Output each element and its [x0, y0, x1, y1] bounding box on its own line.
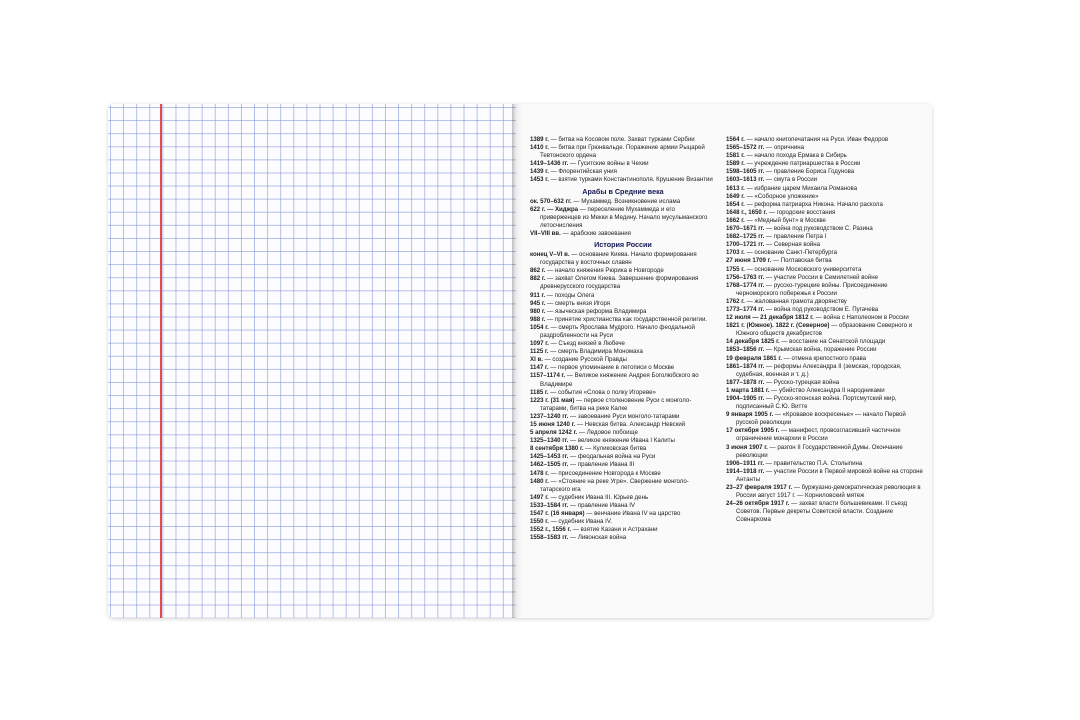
entry-text: — восстание на Сенатской площади [779, 338, 886, 346]
timeline-entry [726, 306, 926, 314]
entry-date: 1670–1671 гг. [726, 225, 765, 233]
timeline-entry [530, 453, 716, 461]
entry-date: 1756–1763 гг. [726, 273, 765, 281]
timeline-entry [726, 201, 926, 209]
entry-date: 9 января 1905 г. [726, 411, 774, 419]
timeline-entry [726, 249, 926, 257]
entry-date: 1547 г. (16 января) [530, 510, 585, 518]
timeline-entry [726, 427, 926, 443]
timeline-entry [530, 275, 716, 291]
entry-date: 1654 г. [726, 200, 745, 208]
entry-date: 1589 г. [726, 160, 745, 168]
entry-text: — городские восстания [767, 208, 836, 216]
entry-text: — переселение Мухаммеда и его приверженцев из Мекки в Медину. Начало мусульманского летосчисления [540, 205, 708, 229]
entry-date: 3 июня 1907 г. [726, 443, 768, 451]
timeline-entry [530, 470, 716, 478]
timeline-entry [726, 484, 926, 500]
entry-date: 1648 г., 1650 г. [726, 208, 768, 216]
entry-date: 24–26 октября 1917 г. [726, 500, 790, 508]
entry-text: — буржуазно-демократическая революция в России август 1917 г. — Корниловский мятеж [736, 484, 921, 500]
timeline-entry [726, 144, 926, 152]
entry-date: 1861–1874 гг. [726, 362, 765, 370]
timeline-entry [726, 314, 926, 322]
entry-text: — события «Слова о полку Игореве» [548, 388, 656, 396]
entry-text: — реформа патриарха Никона. Начало раскола [744, 200, 883, 208]
timeline-entry [726, 411, 926, 427]
entry-date: XI в. [530, 356, 543, 364]
entry-date: 1054 г. [530, 323, 549, 331]
right-text-column [726, 136, 926, 525]
timeline-entry [726, 217, 926, 225]
entry-date: 1773–1774 гг. [726, 305, 765, 313]
timeline-entry [530, 176, 716, 184]
entry-text: — Русско-японская война. Портсмутский мир, подписанный С.Ю. Витте [736, 395, 897, 411]
entry-text: — первое упоминание в летописи о Москве [548, 364, 675, 372]
entry-date: 1478 г. [530, 469, 549, 477]
entry-date: 1906–1911 гг. [726, 459, 765, 467]
timeline-entry [530, 348, 716, 356]
timeline-entry [530, 324, 716, 340]
timeline-entry [530, 206, 716, 230]
entry-text: — основание Киева. Начало формирования государства у восточных славян [540, 251, 697, 267]
timeline-entry [530, 429, 716, 437]
entry-date: 1125 г. [530, 348, 549, 356]
entry-text: — война с Наполеоном в России [813, 314, 909, 322]
timeline-entry [726, 460, 926, 468]
entry-date: 911 г. [530, 291, 546, 299]
entry-date: 1453 г. [530, 176, 549, 184]
timeline-entry [726, 136, 926, 144]
entry-date: 1613 г. [726, 184, 745, 192]
entry-date: 23–27 февраля 1917 г. [726, 484, 793, 492]
entry-text: — присоединение Новгорода к Москве [548, 469, 661, 477]
entry-date: 1904–1905 гг. [726, 395, 765, 402]
entry-text: — взятие Казани и Астрахани [571, 526, 658, 534]
entry-date: 1565–1572 гг. [726, 144, 765, 152]
entry-date: 1877–1878 гг. [726, 378, 765, 386]
entry-text: — война под руководством С. Разина [764, 225, 873, 233]
entry-date: 1603–1613 гг. [726, 176, 765, 184]
entry-text: — правление Бориса Годунова [764, 168, 855, 176]
entry-text: — первое столкновение Руси с монголо-татарами, битва на реке Калке [540, 396, 692, 412]
entry-text: — основание Московского университета [744, 265, 862, 273]
notebook-spine [512, 104, 522, 618]
entry-date: 1223 г. (31 мая) [530, 396, 575, 404]
timeline-entry [726, 152, 926, 160]
entry-text: — убийство Александра II народниками [769, 386, 885, 394]
entry-date: 1425–1453 гг. [530, 453, 569, 461]
entry-text: — взятие турками Константинополя. Крушение Византии [548, 176, 713, 184]
timeline-entry [530, 397, 716, 413]
timeline-entry [726, 176, 926, 184]
entry-date: 988 г. [530, 315, 546, 323]
timeline-entry [726, 274, 926, 282]
timeline-entry [726, 355, 926, 363]
entry-text: — битва на Косовом поле. Захват турками Сербии [548, 136, 695, 143]
timeline-entry [530, 308, 716, 316]
timeline-entry [530, 230, 716, 238]
entry-date: 1237–1240 гг. [530, 412, 569, 420]
entry-text: — смута в России [764, 176, 818, 184]
entry-text: — правление Ивана III [568, 461, 635, 469]
entry-date: 1 марта 1881 г. [726, 386, 770, 394]
entry-date: 1550 г. [530, 518, 549, 526]
entry-date: 1439 г. [530, 168, 549, 176]
entry-text: — захват власти большевиками. II съезд Советов. Первые декреты Советской власти. Создание Совнаркома [736, 500, 908, 524]
timeline-entry [726, 379, 926, 387]
entry-text: — языческая реформа Владимира [545, 307, 647, 315]
timeline-entry [726, 298, 926, 306]
timeline-entry [530, 300, 716, 308]
entry-date: 1558–1583 гг. [530, 534, 569, 542]
entry-text: — реформы Александра II (земская, городская, судебная, военная и т. д.) [736, 362, 902, 378]
notebook-spread [108, 104, 932, 618]
entry-text: — судебник Ивана IV. [548, 518, 613, 526]
timeline-entry [530, 267, 716, 275]
timeline-entry [726, 266, 926, 274]
timeline-entry [726, 468, 926, 484]
timeline-entry [530, 510, 716, 518]
entry-text: — Гуситские войны в Чехии [568, 160, 649, 168]
entry-text: — основание Санкт-Петербурга [744, 249, 838, 257]
entry-date: 1157–1174 г. [530, 372, 566, 380]
entry-text: — учреждение патриаршества в России [744, 160, 861, 168]
entry-text: — участие России в Первой мировой войне на стороне Антанты [736, 467, 923, 483]
entry-date: 17 октября 1905 г. [726, 427, 780, 435]
entry-text: — Флорентийская уния [548, 168, 617, 176]
entry-text: — Ливонская война [568, 534, 627, 542]
timeline-entry [530, 389, 716, 397]
timeline-entry [530, 160, 716, 168]
entry-text: — завоевание Руси монголо-татарами [568, 412, 680, 420]
entry-text: — смерть Владимира Мономаха [548, 348, 643, 356]
entry-text: — захват Олегом Киева. Завершение формирования древнерусского государства [540, 275, 699, 291]
timeline-entry [726, 160, 926, 168]
entry-date: 1497 г. [530, 493, 549, 501]
entry-date: 1185 г. [530, 388, 549, 396]
entry-date: 1533–1584 гг. [530, 501, 569, 509]
left-text-column [530, 136, 716, 542]
entry-date: 1410 г. [530, 144, 549, 152]
entry-date: 1853–1856 гг. [726, 346, 765, 354]
timeline-entry [530, 372, 716, 388]
timeline-entry [726, 346, 926, 354]
entry-date: 1682–1725 гг. [726, 233, 765, 241]
entry-date: 1649 г. [726, 192, 745, 200]
entry-date: 1762 г. [726, 297, 745, 305]
entry-date: 19 февраля 1861 г. [726, 354, 782, 362]
entry-text: — участие России в Семилетней войне [764, 273, 878, 281]
entry-date: 1389 г. [530, 136, 549, 143]
entry-text: — судебник Ивана III. Юрьев день [548, 493, 649, 501]
entry-date: 1703 г. [726, 249, 745, 257]
entry-date: 1662 г. [726, 216, 745, 224]
entry-text: — создание Русской Правды [542, 356, 627, 364]
entry-text: — отмена крепостного права [781, 354, 867, 362]
entry-date: 1821 г. (Южное). 1822 г. (Северное) [726, 322, 830, 330]
entry-text: — Куликовская битва [583, 445, 647, 453]
timeline-entry [530, 364, 716, 372]
timeline-entry [530, 421, 716, 429]
timeline-entry [530, 316, 716, 324]
entry-date: 12 июля — 21 декабря 1812 г. [726, 314, 814, 322]
entry-date: 14 декабря 1825 г. [726, 338, 780, 346]
timeline-entry [726, 241, 926, 249]
entry-date: 1914–1918 гг. [726, 467, 765, 475]
timeline-entry [530, 136, 716, 144]
red-margin-line [160, 104, 162, 618]
entry-date: 27 июня 1709 г. [726, 257, 772, 265]
entry-date: 1480 г. [530, 477, 549, 485]
entry-date: 1564 г. [726, 136, 745, 143]
entry-date: 1325–1340 гг. [530, 437, 569, 445]
timeline-entry [726, 282, 926, 298]
timeline-entry [530, 534, 716, 542]
timeline-entry [726, 363, 926, 379]
entry-date: 882 г. [530, 275, 546, 283]
entry-date: 1768–1774 гг. [726, 281, 765, 289]
entry-text: — Крымская война, поражение России [764, 346, 877, 354]
entry-text: — русско-турецкие войны. Присоединение черноморского побережья к России [736, 281, 888, 297]
timeline-entry [530, 526, 716, 534]
timeline-entry [726, 387, 926, 395]
entry-date: 1581 г. [726, 152, 745, 160]
entry-text: — правление Ивана IV [568, 501, 635, 509]
entry-text: — Невская битва. Александр Невский [575, 421, 686, 428]
entry-text: — феодальная война на Руси [568, 453, 656, 461]
entry-text: — великое княжение Ивана I Калиты [568, 437, 675, 445]
section-heading-russia: История России [594, 240, 652, 250]
timeline-entry [530, 461, 716, 469]
graph-paper-page [108, 104, 516, 618]
entry-date: конец V–VI в. [530, 251, 570, 259]
entry-date: 1598–1605 гг. [726, 168, 765, 176]
entry-date: VII–VIII вв. [530, 229, 561, 237]
entry-date: 1147 г. [530, 364, 549, 372]
entry-date: 622 г. — Хиджра [530, 205, 579, 213]
timeline-entry [726, 322, 926, 338]
entry-date: 8 сентября 1380 г. [530, 445, 584, 453]
entry-text: — арабские завоевания [560, 229, 631, 237]
entry-text: — венчание Ивана IV на царство [584, 510, 681, 518]
timeline-entry [726, 168, 926, 176]
timeline-entry [530, 292, 716, 300]
entry-text: — избрание царем Михаила Романова [744, 184, 858, 192]
entry-text: — смерть князя Игоря [545, 299, 611, 307]
entry-text: — Полтавская битва [771, 257, 832, 265]
entry-date: 1462–1505 гг. [530, 461, 569, 469]
timeline-entry [726, 185, 926, 193]
timeline-entry [530, 356, 716, 364]
timeline-entry [530, 144, 716, 160]
entry-date: 945 г. [530, 299, 546, 307]
entry-date: ок. 570–632 гг. [530, 197, 572, 205]
entry-text: — опричнина [764, 144, 805, 152]
entry-text: — Северная война [764, 241, 821, 249]
entry-text: — битва при Грюнвальде. Поражение армии Рыцарей Тевтонского ордена [540, 144, 705, 160]
entry-text: — Русско-турецкая война [764, 378, 840, 386]
timeline-entry [530, 437, 716, 445]
entry-date: 1552 г., 1556 г. [530, 526, 572, 534]
entry-text: — образование Северного и Южного обществ декабристов [736, 322, 913, 338]
timeline-entry [530, 494, 716, 502]
history-dates-page [516, 104, 932, 618]
timeline-entry [726, 338, 926, 346]
entry-date: 1700–1721 гг. [726, 241, 765, 249]
timeline-entry [726, 257, 926, 265]
entry-text: — Съезд князей в Любече [548, 340, 625, 348]
entry-text: — разгон II Государственной Думы. Окончание революции [736, 443, 903, 459]
entry-date: 980 г. [530, 307, 546, 315]
timeline-entry [530, 518, 716, 526]
entry-text: — принятие христианства как государственной религии. [545, 315, 708, 323]
entry-date: 1097 г. [530, 340, 549, 348]
timeline-entry [726, 209, 926, 217]
timeline-entry [530, 340, 716, 348]
timeline-entry [530, 251, 716, 267]
timeline-entry [530, 168, 716, 176]
entry-text: — жалованная грамота дворянству [744, 297, 847, 305]
timeline-entry [530, 413, 716, 421]
entry-text: — «Кровавое воскресенье» — начало Первой русской революции [736, 411, 906, 427]
entry-date: 5 апреля 1242 г. [530, 429, 578, 437]
timeline-entry [726, 444, 926, 460]
entry-text: — правительство П.А. Столыпина [764, 459, 863, 467]
timeline-entry [726, 225, 926, 233]
entry-date: 862 г. [530, 267, 546, 275]
timeline-entry [530, 198, 716, 206]
entry-date: 1419–1436 гг. [530, 160, 569, 168]
entry-date: 15 июня 1240 г. [530, 421, 576, 428]
entry-text: — «Соборное уложение» [744, 192, 819, 200]
entry-text: — Ледовое побоище [577, 429, 638, 437]
timeline-entry [726, 233, 926, 241]
timeline-entry [726, 500, 926, 524]
timeline-entry [530, 478, 716, 494]
timeline-entry [726, 395, 926, 411]
entry-text: — Великое княжение Андрея Боголюбского во Владимире [540, 372, 699, 388]
entry-text: — манифест, провозгласивший частичное ограничение монархии в России [736, 427, 901, 443]
entry-text: — «Стояние на реке Угре». Свержение монголо-татарского ига [540, 477, 689, 493]
entry-text: — правление Петра I [764, 233, 827, 241]
entry-text: — начало книгопечатания на Руси. Иван Федоров [744, 136, 889, 143]
entry-text: — начало похода Ермака в Сибирь [744, 152, 847, 160]
timeline-entry [530, 445, 716, 453]
entry-text: — походы Олега [545, 291, 595, 299]
entry-text: — смерть Ярослава Мудрого. Начало феодальной раздробленности на Руси [540, 323, 695, 339]
entry-text: — «Медный бунт» в Москве [744, 216, 826, 224]
timeline-entry [530, 502, 716, 510]
entry-date: 1755 г. [726, 265, 745, 273]
timeline-entry [726, 193, 926, 201]
entry-text: — начало княжения Рюрика в Новгороде [545, 267, 664, 275]
entry-text: — Мухаммед. Возникновение ислама [571, 197, 681, 205]
section-heading-arabs: Арабы в Средние века [582, 186, 664, 196]
entry-text: — война под руководством Е. Пугачева [764, 305, 879, 313]
